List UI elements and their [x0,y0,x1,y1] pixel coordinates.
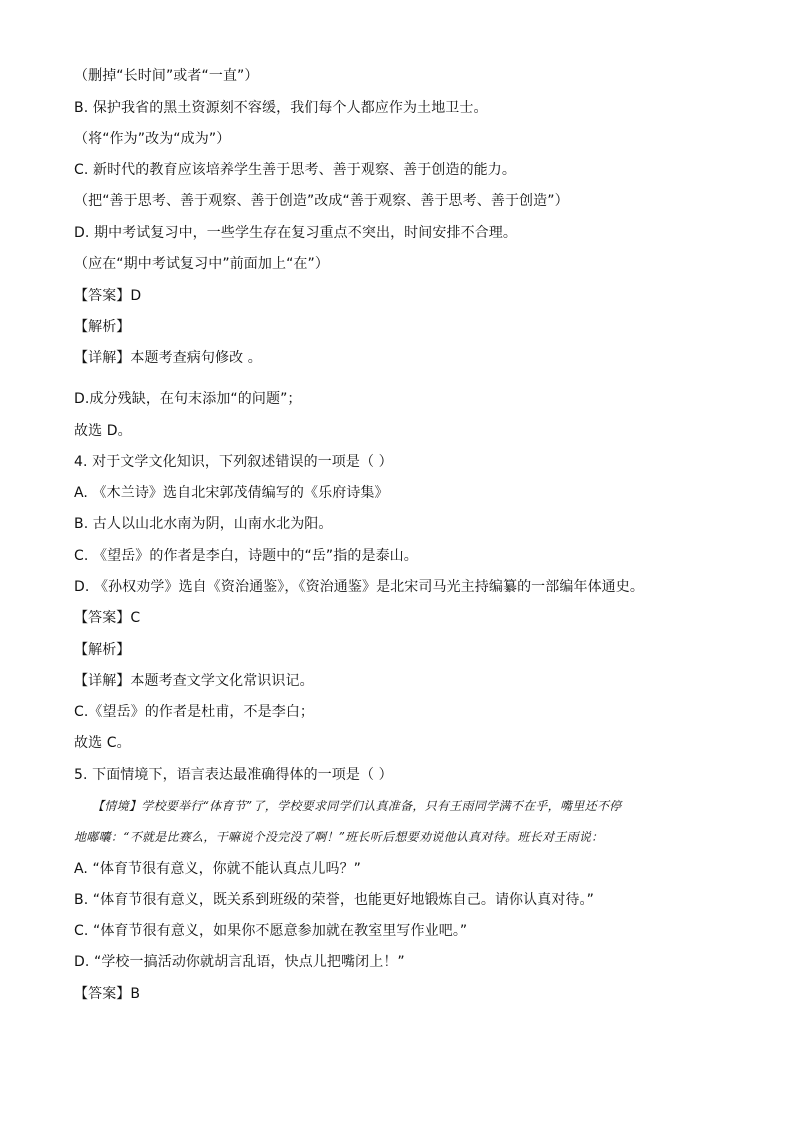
analysis-label-q4: 【解析】 [74,642,131,658]
answer-label-q3: 【答案】D [74,288,142,304]
analysis-label-q3: 【解析】 [74,319,131,335]
question-5-title: 5. 下面情境下，语言表达最准确得体的一项是（ ） [74,767,393,783]
revision-note-d: （应在“期中考试复习中”前面加上“在”） [74,256,330,272]
question-4-option-a: A. 《木兰诗》选自北宋郭茂倩编写的《乐府诗集》 [74,485,389,501]
revision-note-a: （删掉“长时间”或者“一直”） [74,68,259,84]
question-5-scenario-line-1: 【情境】学校要举行“体育节”了，学校要求同学们认真准备，只有王雨同学满不在乎，嘴里还不停 [92,799,622,813]
question-5-option-d: D. “学校一搞活动你就胡言乱语，快点儿把嘴闭上！” [74,954,405,970]
question-4-title: 4. 对于文学文化知识，下列叙述错误的一项是（ ） [74,454,393,470]
option-d-sentence: D. 期中考试复习中，一些学生存在复习重点不突出，时间安排不合理。 [74,225,517,241]
answer-label-q4: 【答案】C [74,610,141,626]
question-4-option-d: D. 《孙权劝学》选自《资治通鉴》，《资治通鉴》是北宋司马光主持编纂的一部编年体通史。 [74,579,644,595]
option-c-sentence: C. 新时代的教育应该培养学生善于思考、善于观察、善于创造的能力。 [74,162,516,178]
revision-note-b: （将“作为”改为“成为”） [74,131,231,147]
question-5-option-a: A. “体育节很有意义，你就不能认真点儿吗？” [74,861,362,877]
conclusion-q3: 故选 D。 [74,423,132,439]
revision-note-c: （把“善于思考、善于观察、善于创造”改成“善于观察、善于思考、善于创造”） [74,193,569,209]
answer-label-q5: 【答案】B [74,986,141,1002]
detail-label-q3: 【详解】本题考查病句修改 。 [74,350,262,366]
conclusion-q4: 故选 C。 [74,735,131,751]
detail-label-q4: 【详解】本题考查文学文化常识识记。 [74,673,314,689]
question-4-option-b: B. 古人以山北水南为阴，山南水北为阳。 [74,516,333,532]
explanation-q3: D.成分残缺，在句末添加“的问题”； [74,391,302,407]
question-5-scenario-line-2: 地嘟囔：“不就是比赛么，干嘛说个没完没了啊！”班长听后想要劝说他认真对待。班长对王雨说： [74,830,604,844]
option-b-sentence: B. 保护我省的黑土资源刻不容缓，我们每个人都应作为土地卫士。 [74,100,488,116]
question-4-option-c: C. 《望岳》的作者是李白，诗题中的“岳”指的是泰山。 [74,548,418,564]
explanation-q4: C.《望岳》的作者是杜甫，不是李白； [74,704,315,720]
question-5-option-c: C. “体育节很有意义，如果你不愿意参加就在教室里写作业吧。” [74,923,468,939]
question-5-option-b: B. “体育节很有意义，既关系到班级的荣誉，也能更好地锻炼自己。请你认真对待。” [74,892,595,908]
